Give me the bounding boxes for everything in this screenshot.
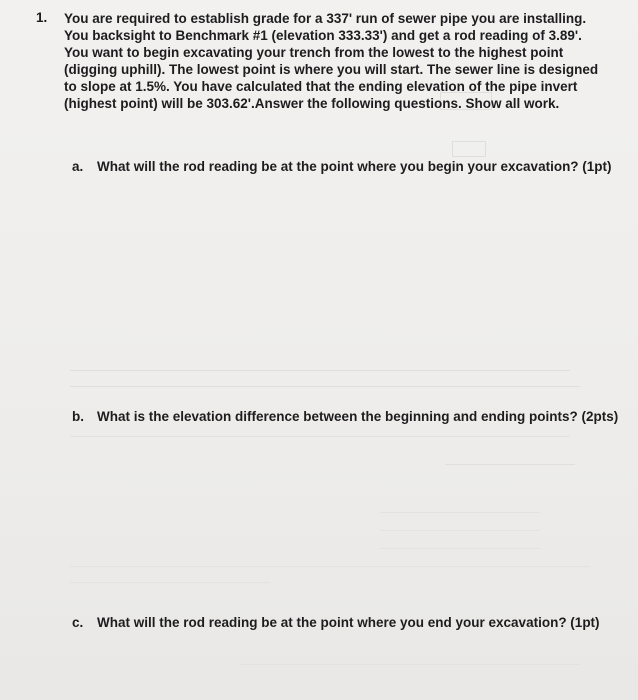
bleed-line bbox=[240, 664, 580, 665]
part-c-text: What will the rod reading be at the point where you end your excavation? (1pt) bbox=[97, 615, 600, 630]
bleed-line bbox=[70, 386, 580, 387]
bleed-text bbox=[62, 362, 72, 376]
part-b-letter: b. bbox=[72, 409, 84, 424]
part-a-letter: a. bbox=[72, 159, 84, 174]
part-a-text: What will the rod reading be at the point where you begin your excavation? (1pt) bbox=[97, 159, 612, 174]
bleed-line bbox=[445, 464, 575, 465]
bleed-line bbox=[380, 512, 540, 513]
bleed-mark bbox=[452, 141, 486, 157]
part-c bbox=[72, 615, 600, 635]
part-c-letter: c. bbox=[72, 615, 84, 630]
question-number: 1. bbox=[36, 10, 48, 25]
part-a bbox=[72, 159, 612, 179]
bleed-line bbox=[380, 548, 540, 549]
bleed-line bbox=[70, 436, 570, 437]
bleed-line bbox=[70, 566, 590, 567]
bleed-line bbox=[70, 370, 570, 371]
part-b bbox=[72, 409, 619, 429]
bleed-line bbox=[380, 530, 540, 531]
bleed-line bbox=[70, 582, 270, 583]
question-text: You are required to establish grade for a 337' run of sewer pipe you are installing. You backsight to Benchmark #1 (elevation 333.33') and get a rod reading of 3.89'. You want to begin excavating your trench from the lowest to the highest point (digging uphill). The lowest point is where you will start. The sewer line is designed to slope at 1.5%. You have calculated that the ending elevation of the pipe invert (highest point) will be 303.62'.Answer the following questions. Show all work. bbox=[64, 11, 599, 111]
part-b-text: What is the elevation difference between the beginning and ending points? (2pts) bbox=[97, 409, 619, 424]
